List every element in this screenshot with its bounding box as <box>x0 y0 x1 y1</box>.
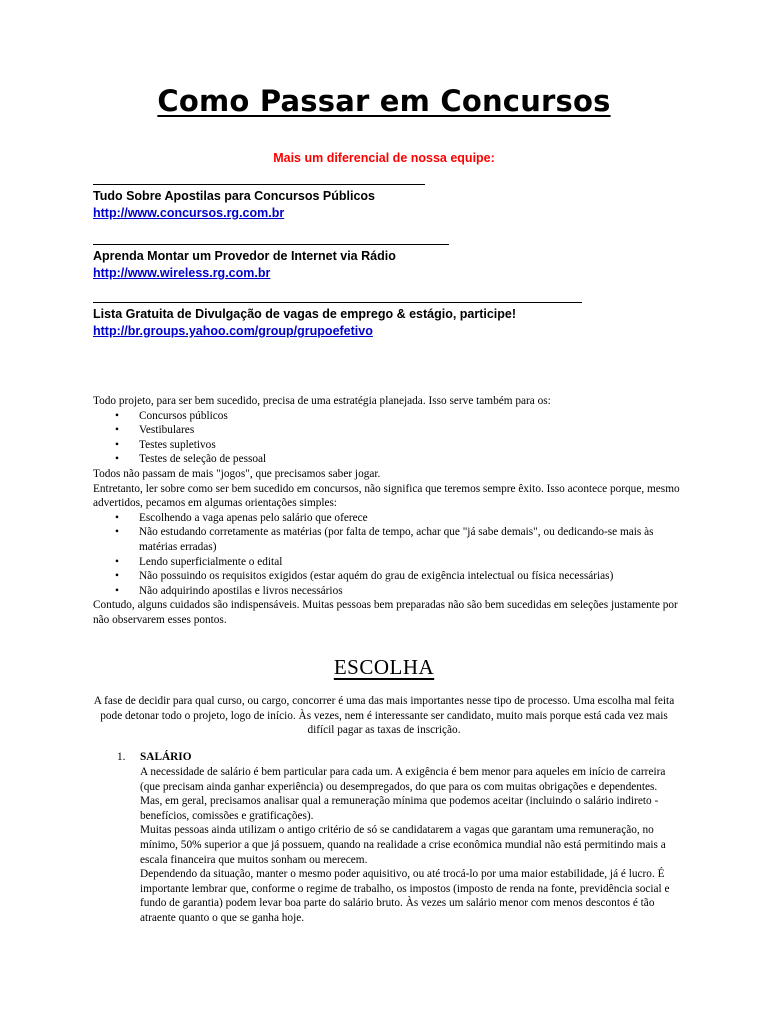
promo-block-grupo <box>93 302 582 340</box>
list-item: • Concursos públicos <box>93 409 683 424</box>
item-title: SALÁRIO <box>140 751 192 763</box>
paragraph: A necessidade de salário é bem particular para cada um. A exigência é bem menor para aqueles em início de carreira (que precisam ainda ganhar experiência) ou desempregados, do que para os com muitas obrigações e dependentes. Mas, em geral, precisamos analisar qual a remuneração mínima que podemos aceitar (incluindo o salário indireto - benefícios, comissões e gratificações). <box>140 766 666 822</box>
paragraph: Dependendo da situação, manter o mesmo poder aquisitivo, ou até trocá-lo por uma maior estabilidade, já é lucro. É importante lembrar que, conforme o regime de trabalho, os impostos (imposto de renda na fonte, previdência social e fundo de garantia) podem levar boa parte do salário bruto. Às vezes um salário menor com menos descontos é tão atraente quanto o que se ganha hoje. <box>140 868 670 924</box>
paragraph: Entretanto, ler sobre como ser bem sucedido em concursos, não significa que teremos sempre êxito. Isso acontece porque, mesmo advertidos, pecamos em algumas orientações simples: <box>93 482 680 510</box>
list-item: • Testes de seleção de pessoal <box>93 452 683 467</box>
section-intro: A fase de decidir para qual curso, ou cargo, concorrer é uma das mais importantes nesse tipo de processo. Uma escolha mal feita pode detonar todo o projeto, logo de início. Às vezes, nem é interessante ser candidato, muito mais porque está cada vez mais difícil pagar as taxas de inscrição. <box>93 695 675 737</box>
intro-section <box>93 394 683 628</box>
divider <box>93 244 449 245</box>
divider <box>93 184 425 185</box>
section-heading: ESCOLHA <box>333 655 435 679</box>
promo-heading: Tudo Sobre Apostilas para Concursos Públicos <box>93 189 375 203</box>
paragraph: Muitas pessoas ainda utilizam o antigo critério de só se candidatarem a vagas que garantam uma remuneração, no mínimo, 50% superior a que já possuem, quando na realidade a crise econômica mundial não está permitindo mais a escala financeira que muitos sonham ou merecem. <box>140 824 666 866</box>
promo-block-apostilas <box>93 184 425 222</box>
list-item: • Não adquirindo apostilas e livros necessários <box>93 584 683 599</box>
list-item: • Vestibulares <box>93 423 683 438</box>
list-item: • Lendo superficialmente o edital <box>93 555 683 570</box>
promo-link[interactable]: http://br.groups.yahoo.com/group/grupoefetivo <box>93 324 373 338</box>
paragraph: Todo projeto, para ser bem sucedido, precisa de uma estratégia planejada. Isso serve também para os: <box>93 395 551 407</box>
list-item: • Não estudando corretamente as matérias (por falta de tempo, achar que "já sabe demais", ou dedicando-se mais às matérias erradas) <box>93 525 683 554</box>
paragraph: Todos não passam de mais "jogos", que precisamos saber jogar. <box>93 467 381 480</box>
bullet-list <box>93 511 683 599</box>
promo-link[interactable]: http://www.wireless.rg.com.br <box>93 266 271 280</box>
paragraph: Contudo, alguns cuidados são indispensáveis. Muitas pessoas bem preparadas não são bem sucedidas em seleções justamente por não observarem esses pontos. <box>93 599 678 626</box>
promo-heading: Aprenda Montar um Provedor de Internet via Rádio <box>93 249 396 263</box>
list-item: • Testes supletivos <box>93 438 683 453</box>
list-number: 1. <box>117 751 126 763</box>
list-item: • Escolhendo a vaga apenas pelo salário que oferece <box>93 511 683 526</box>
subtitle: Mais um diferencial de nossa equipe: <box>273 151 495 165</box>
list-item: • Não possuindo os requisitos exigidos (estar aquém do grau de exigência intelectual ou física necessárias) <box>93 569 683 584</box>
promo-block-wireless <box>93 244 449 282</box>
divider <box>93 302 582 303</box>
item-body <box>140 765 680 926</box>
promo-link[interactable]: http://www.concursos.rg.com.br <box>93 206 285 220</box>
bullet-list <box>93 409 683 467</box>
page-title: Como Passar em Concursos <box>157 84 611 118</box>
promo-heading: Lista Gratuita de Divulgação de vagas de emprego & estágio, participe! <box>93 307 517 321</box>
